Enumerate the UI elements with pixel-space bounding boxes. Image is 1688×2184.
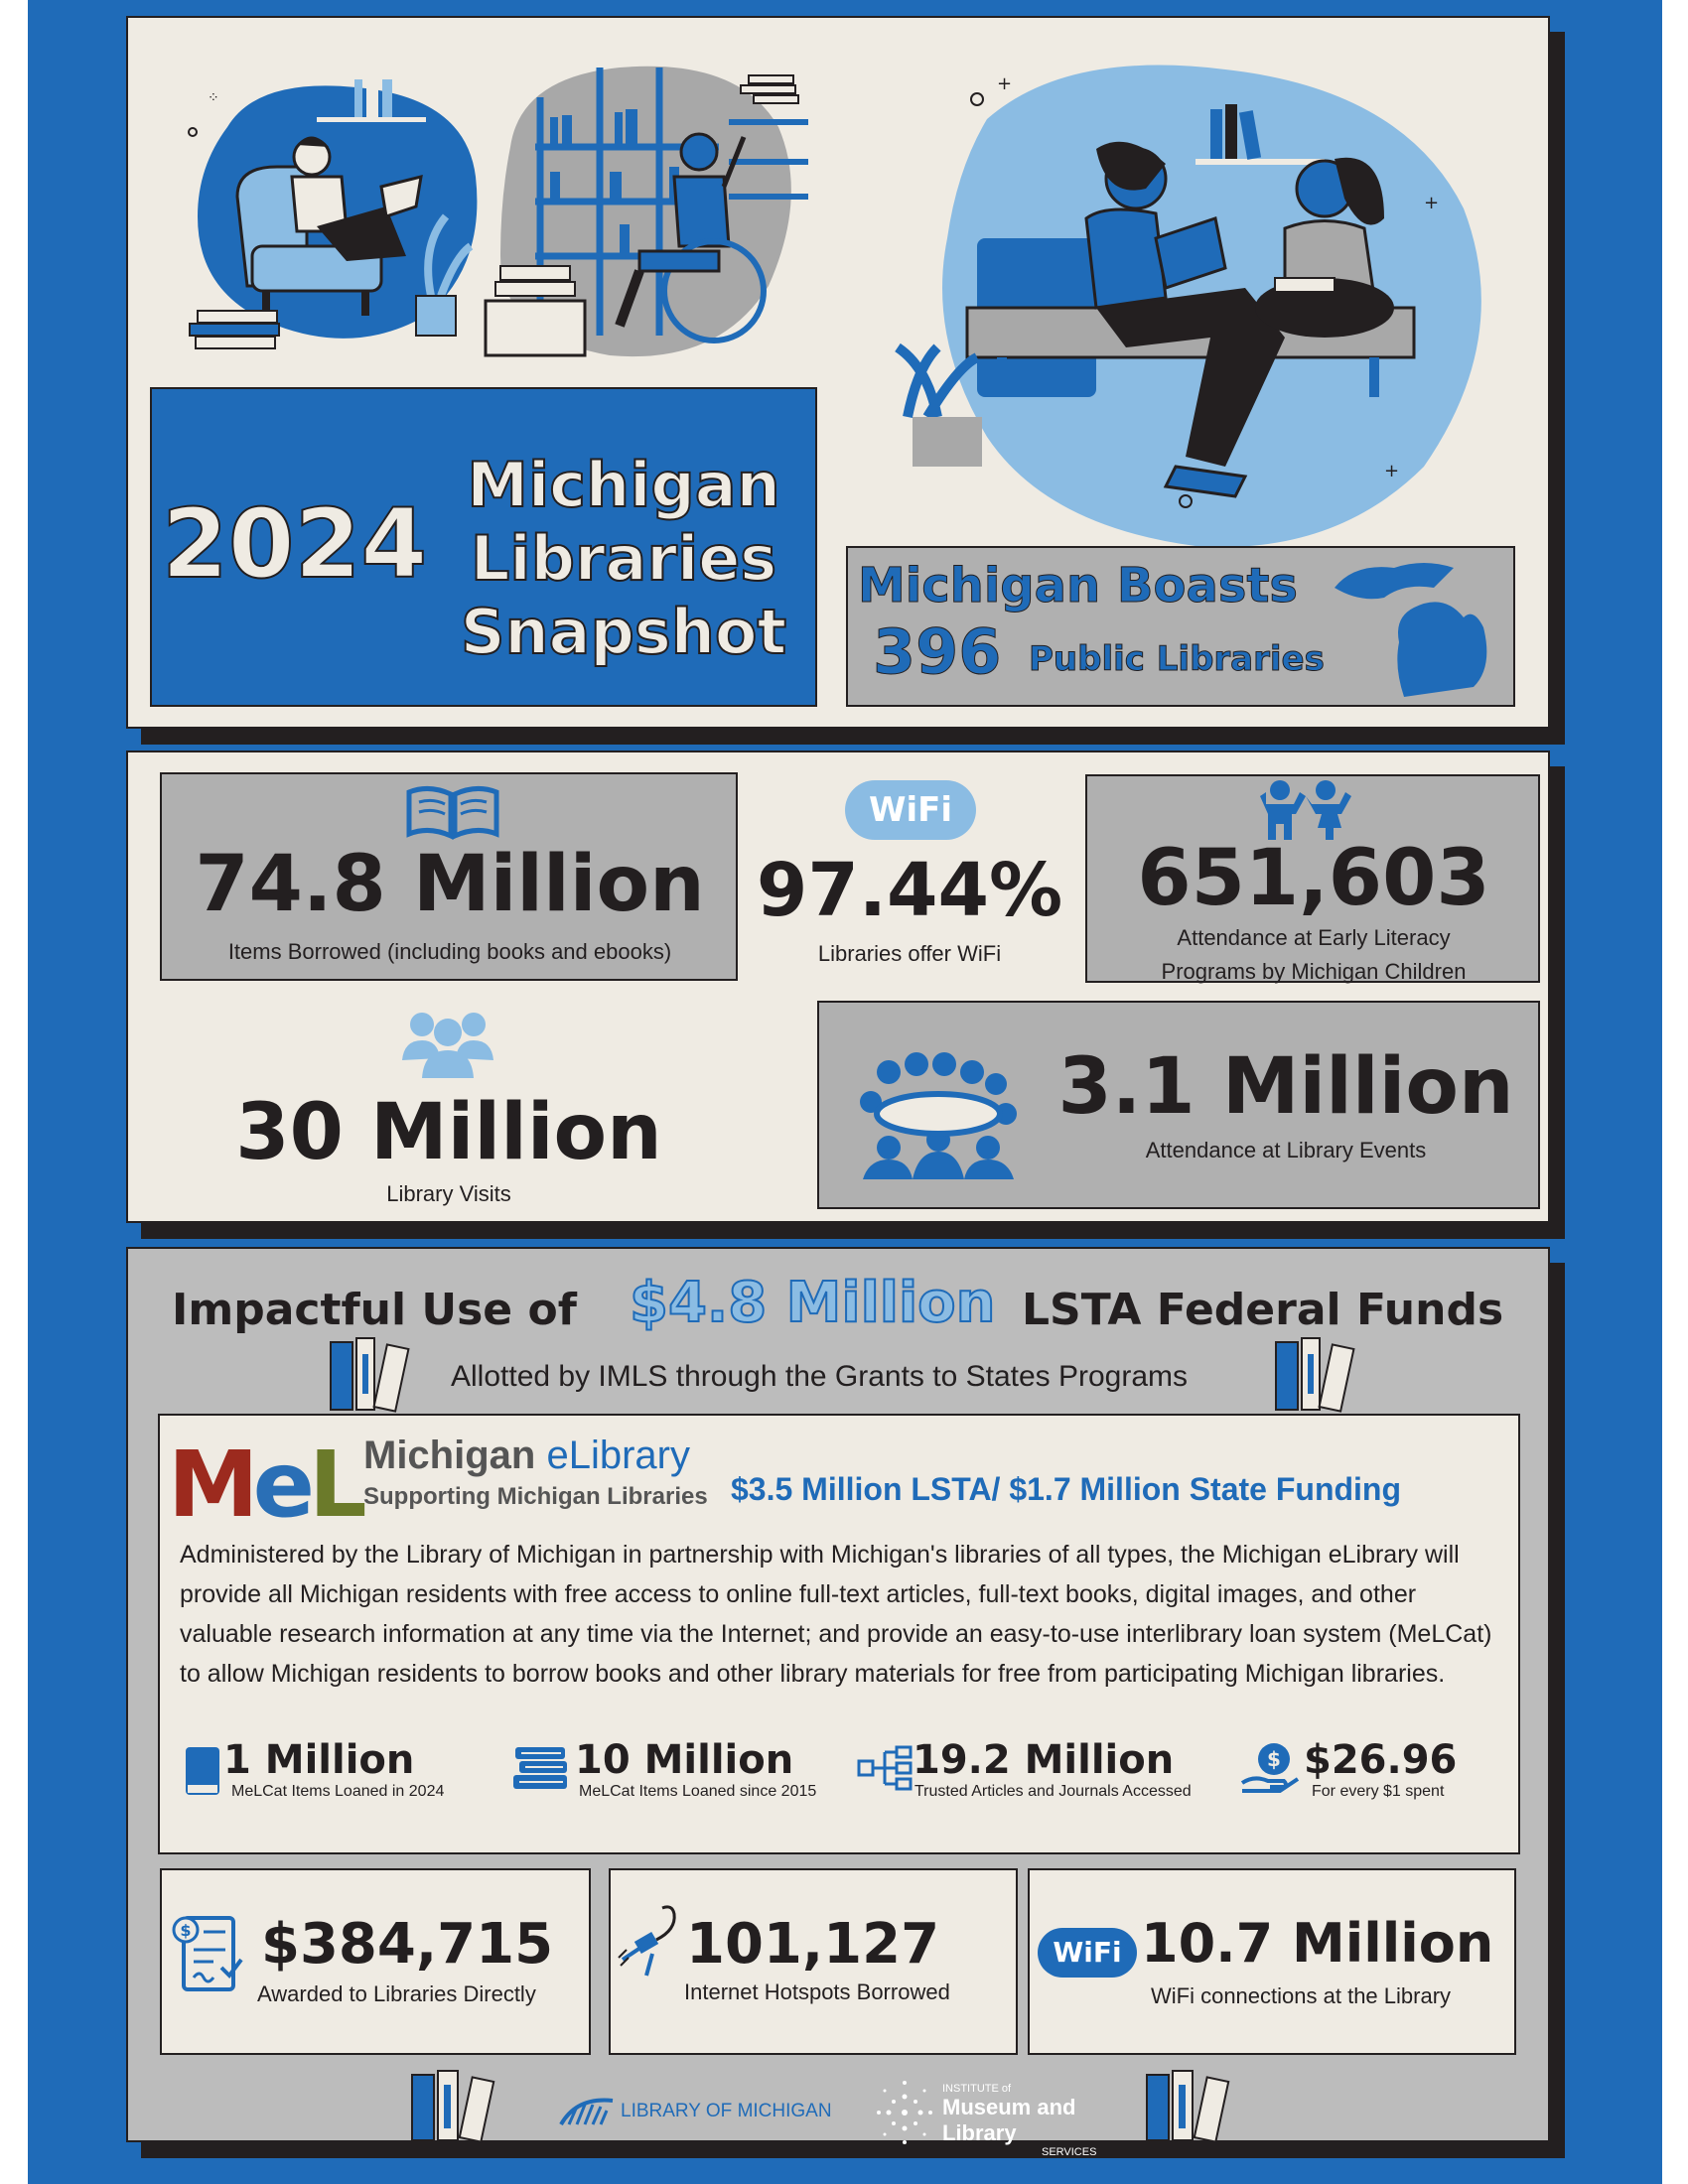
title-line-3: Snapshot [460, 596, 787, 668]
books-footer-right-icon [1143, 2069, 1246, 2144]
mel-metric-2-value: 10 Million [575, 1737, 794, 1783]
books-left-icon [327, 1334, 426, 1414]
mel-brand-title [363, 1433, 690, 1478]
hotspots-value: 101,127 [686, 1912, 940, 1977]
document-money-icon [172, 1914, 243, 1997]
funds-subheading: Allotted by IMLS through the Grants to States Programs [451, 1360, 1189, 1393]
events-box [817, 1001, 1540, 1209]
visits-value: 30 Million [235, 1088, 662, 1177]
mel-metric-2-label: MeLCat Items Loaned since 2015 [579, 1783, 817, 1800]
library-of-michigan-name: LIBRARY OF MICHIGAN [621, 2101, 832, 2121]
awarded-label: Awarded to Libraries Directly [257, 1981, 536, 2006]
svg-text:+: + [997, 73, 1013, 94]
mel-metric-3-value: 19.2 Million [913, 1737, 1175, 1783]
stats-panel [126, 751, 1550, 1223]
borrowed-label: Items Borrowed (including books and ebooks) [227, 939, 672, 964]
title-box [150, 387, 817, 707]
year-label: 2024 [162, 488, 428, 600]
network-icon [857, 1745, 914, 1793]
awarded-box [160, 1868, 591, 2055]
book-icon [184, 1745, 221, 1797]
literacy-box [1085, 774, 1540, 983]
funds-heading-prefix: Impactful Use of [172, 1285, 577, 1335]
title-line-1: Michigan [467, 449, 780, 521]
wifi-badge-2-text: WiFi [1053, 1936, 1122, 1969]
imls-small-bottom: SERVICES [1042, 2146, 1097, 2158]
funds-heading-amount: $4.8 Million [630, 1271, 996, 1335]
borrowed-value: 74.8 Million [195, 840, 705, 929]
mel-funding: $3.5 Million LSTA/ $1.7 Million State Funding [731, 1471, 1402, 1507]
boasts-suffix: Public Libraries [1029, 639, 1325, 679]
awarded-value: $384,715 [261, 1912, 554, 1977]
literacy-label-line-2: Programs by Michigan Children [1161, 959, 1467, 984]
funds-heading-suffix: LSTA Federal Funds [1022, 1285, 1504, 1335]
imls-starburst-logo [875, 2073, 934, 2152]
meeting-table-icon [859, 1052, 1018, 1181]
mel-metric-1-label: MeLCat Items Loaned in 2024 [231, 1783, 445, 1800]
events-label: Attendance at Library Events [1145, 1138, 1427, 1162]
mel-brand-title-b: eLibrary [546, 1433, 690, 1477]
books-right-icon [1272, 1334, 1371, 1414]
svg-text:$: $ [1267, 1747, 1281, 1771]
mel-metric-4-value: $26.96 [1304, 1737, 1458, 1783]
mel-description: Administered by the Library of Michigan in partnership with Michigan's libraries of all types, the Michigan eLibrary will provide all Michigan residents with free access to online full-text articles, full-text books, digital images, and other valuable research information at any time via the Internet; and provide an easy-to-use interlibrary loan system (MeLCat) to allow Michigan residents to borrow books and other library materials for free from participating Michigan libraries. [180, 1541, 1492, 1688]
bench-readers-illustration [868, 40, 1543, 566]
book-stack-icon [511, 1743, 571, 1795]
wifi-label: Libraries offer WiFi [817, 941, 1002, 966]
mel-metric-3-label: Trusted Articles and Journals Accessed [914, 1783, 1192, 1800]
people-group-icon [400, 1009, 495, 1078]
library-of-michigan-logo [557, 2093, 617, 2128]
mel-metric-4-label: For every $1 spent [1312, 1783, 1445, 1800]
wifi-connections-box [1028, 1868, 1516, 2055]
mel-metric-4 [1240, 1737, 1458, 1800]
boasts-number: 396 [873, 615, 1002, 688]
wifi-conn-label: WiFi connections at the Library [1151, 1983, 1452, 2008]
hero-panel [126, 16, 1550, 729]
mel-logo-l: L [308, 1432, 361, 1538]
title-line-2: Libraries [470, 522, 777, 595]
funds-panel [126, 1247, 1550, 2158]
mel-logo-m: M [168, 1432, 253, 1538]
wifi-badge-icon [845, 780, 976, 840]
imls-wordmark [942, 2083, 1141, 2158]
svg-text:⁘: ⁘ [208, 90, 219, 106]
title-lines [450, 449, 797, 669]
books-footer-left-icon [408, 2069, 511, 2144]
literacy-value: 651,603 [1137, 834, 1490, 923]
mel-metric-1-value: 1 Million [223, 1737, 415, 1783]
wifi-badge-icon-2 [1038, 1928, 1137, 1978]
money-hand-icon [1240, 1739, 1302, 1795]
mel-box [158, 1414, 1520, 1854]
mel-brand-sub: Supporting Michigan Libraries [363, 1483, 708, 1510]
children-icon [1256, 778, 1351, 842]
borrowed-box [160, 772, 738, 981]
events-value: 3.1 Million [1057, 1042, 1514, 1132]
mel-metrics-row [184, 1733, 1514, 1843]
mel-metric-3 [857, 1737, 1192, 1800]
svg-text:+: + [1384, 461, 1400, 481]
mel-logo-e: e [252, 1432, 309, 1538]
literacy-label-line-1: Attendance at Early Literacy [1177, 925, 1451, 950]
open-book-icon [405, 782, 500, 840]
boasts-box [846, 546, 1515, 707]
hotspots-label: Internet Hotspots Borrowed [684, 1979, 950, 2004]
imls-small-top: INSTITUTE of [942, 2083, 1012, 2095]
imls-main: Museum and Library [942, 2095, 1076, 2145]
mel-logo [168, 1432, 361, 1538]
boasts-heading: Michigan Boasts [858, 558, 1298, 614]
wifi-value: 97.44% [756, 848, 1063, 933]
mel-brand-title-a: Michigan [363, 1433, 547, 1477]
usb-hotspot-icon [617, 1900, 688, 1979]
visits-label: Library Visits [386, 1181, 511, 1206]
svg-text:$: $ [180, 1921, 192, 1940]
mel-metric-1 [184, 1737, 445, 1800]
wifi-conn-value: 10.7 Million [1141, 1912, 1494, 1975]
wifi-badge-text: WiFi [868, 790, 953, 830]
hotspots-box [609, 1868, 1018, 2055]
literacy-label [1087, 921, 1540, 989]
svg-text:+: + [1424, 193, 1440, 213]
mel-metric-2 [511, 1737, 817, 1800]
michigan-map-icon [1325, 548, 1503, 707]
